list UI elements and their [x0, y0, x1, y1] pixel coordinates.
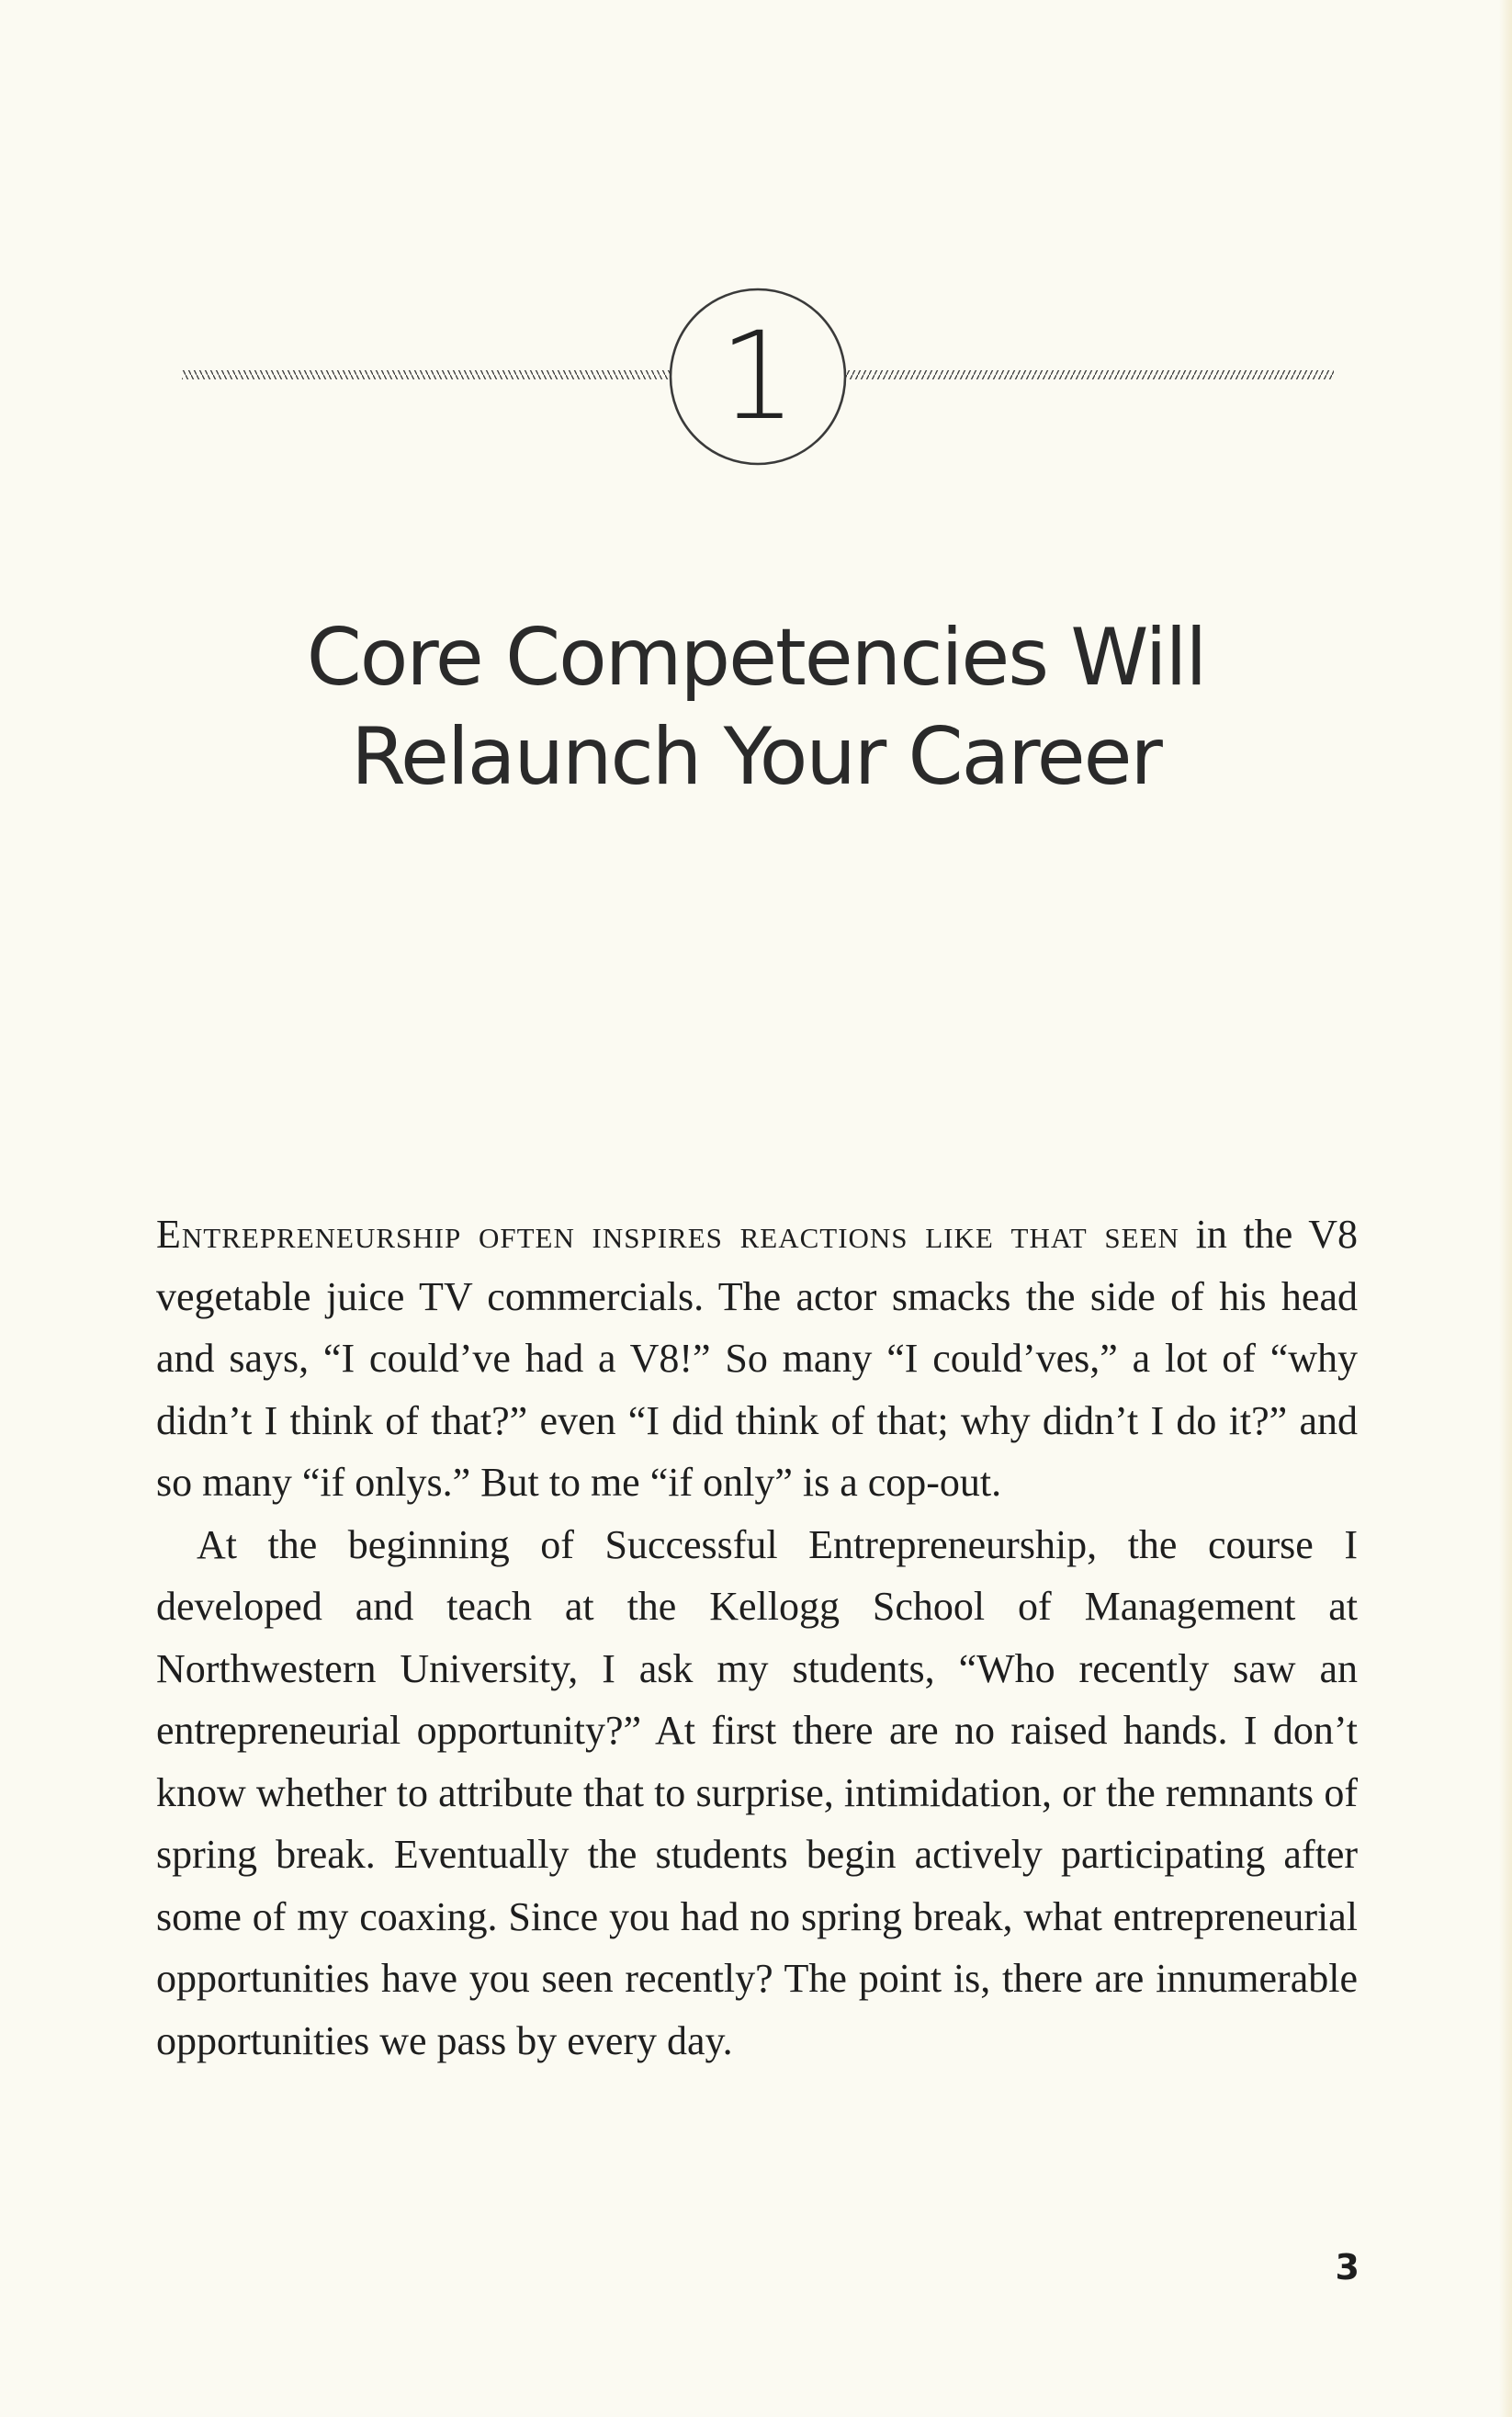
- body-text: [156, 1203, 1358, 2072]
- ornament-rule-right: [838, 370, 1334, 379]
- page-number: 3: [1335, 2247, 1360, 2287]
- paragraph-lead-in: Entrepreneurship often inspires reactions like that seen: [156, 1212, 1179, 1257]
- paragraph: At the beginning of Successful Entrepreneurship, the course I developed and teach at the Kellogg School of Management at Northwestern University, I ask my students, “Who recently saw an entrepreneurial opportunity?” At first there are no raised hands. I don’t know whether to attribute that to surprise, intimidation, or the remnants of spring break. Eventually the students begin actively participating after some of my coaxing. Since you had no spring break, what entrepreneurial opportunities have you seen recently? The point is, there are innumerable opportunities we pass by every day.: [156, 1521, 1358, 2063]
- chapter-title: [147, 608, 1365, 807]
- chapter-number: 1: [719, 306, 796, 447]
- chapter-title-line-1: Core Competencies Will: [306, 612, 1206, 704]
- page-edge: [1499, 0, 1512, 2417]
- paragraph: [156, 1203, 1358, 1514]
- chapter-title-line-2: Relaunch Your Career: [351, 711, 1161, 803]
- paragraph-text: in the V8 vegetable juice TV commercials. The actor smacks the side of his head and says, “I could’ve had a V8!” So many “I could’ves,” a lot of “why didn’t I think of that?” even “I did think of that; why didn’t I do it?” and so many “if onlys.” But to me “if only” is a cop-out.: [156, 1212, 1358, 1505]
- ornament-rule-left: [182, 370, 678, 379]
